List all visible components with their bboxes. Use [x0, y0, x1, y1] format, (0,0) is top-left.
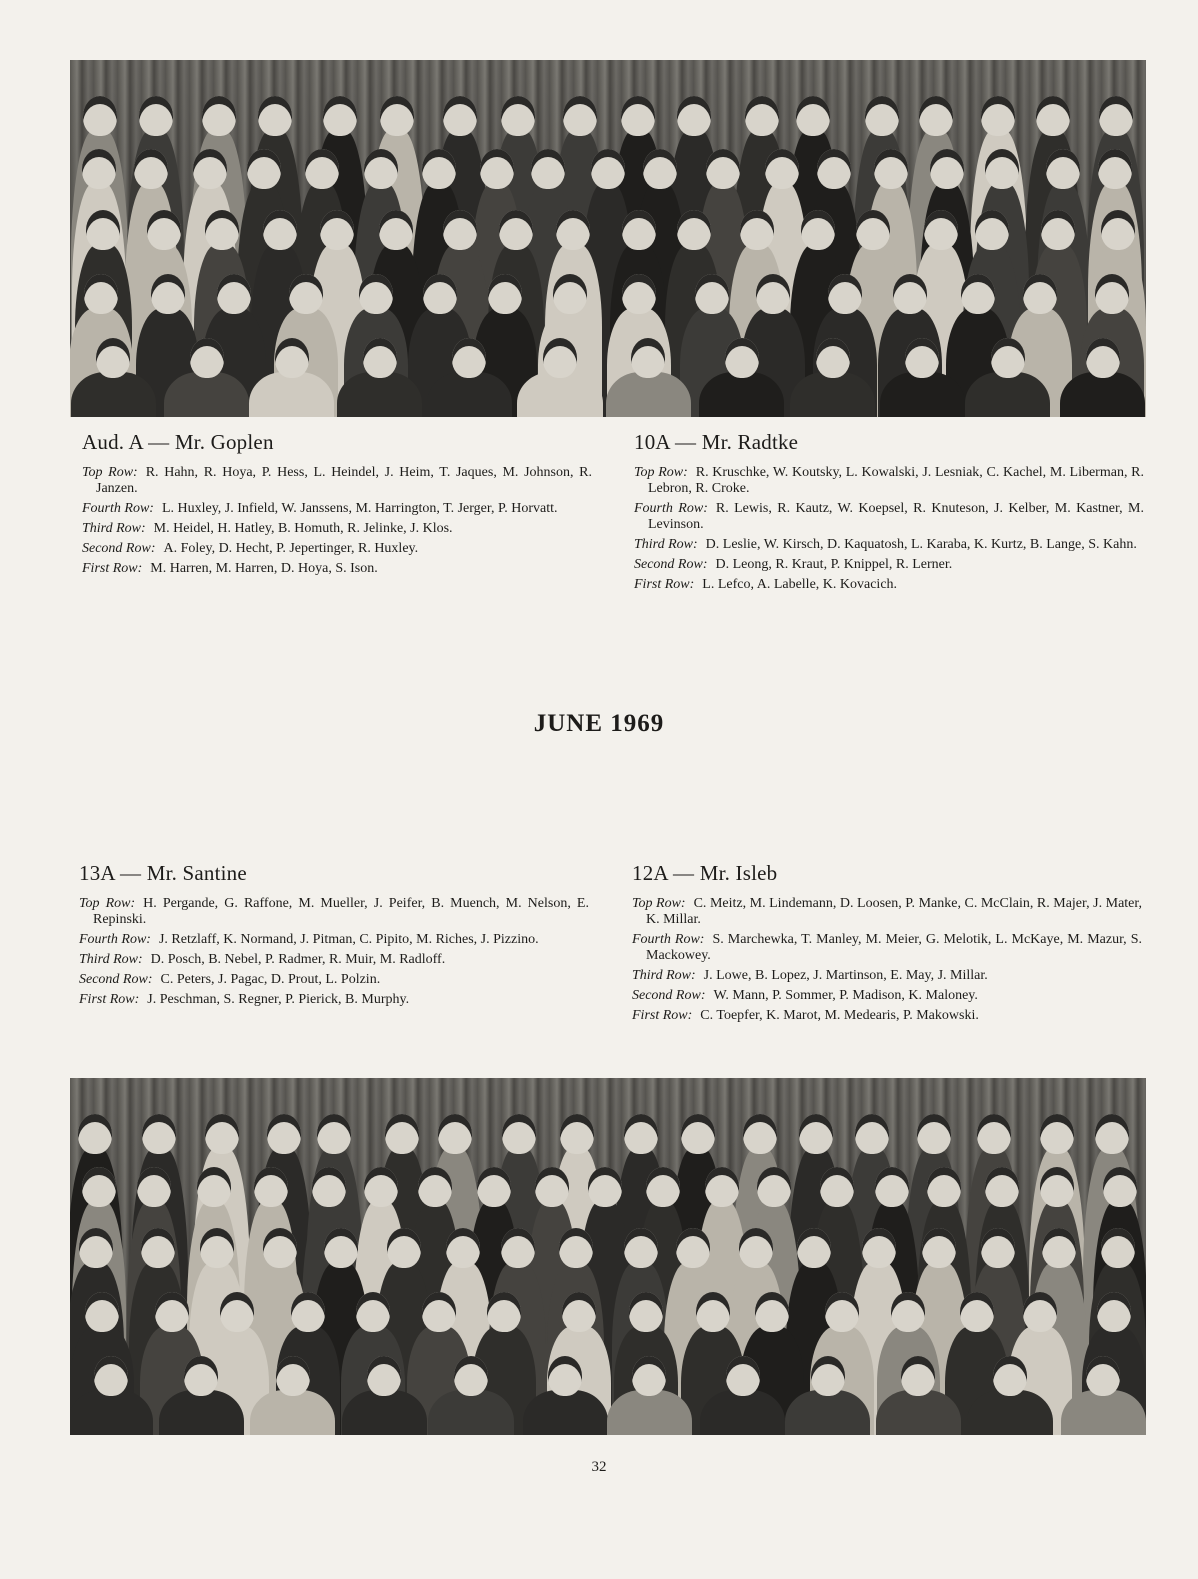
student-head — [588, 1167, 622, 1207]
student-head — [258, 96, 292, 136]
student-head — [927, 1167, 961, 1207]
student-silhouette — [965, 372, 1050, 417]
row-top — [79, 896, 589, 928]
row-names: C. Peters, J. Pagac, D. Prout, L. Polzin. — [160, 972, 381, 987]
row-second — [79, 972, 589, 988]
student-head — [977, 1114, 1011, 1154]
student-head — [677, 96, 711, 136]
student-silhouette — [1061, 1390, 1146, 1435]
row-label: Fourth Row: — [82, 501, 154, 516]
row-label: Top Row: — [82, 465, 138, 480]
student-head — [320, 210, 354, 250]
student-head — [631, 338, 665, 378]
student-head — [363, 338, 397, 378]
student-silhouette — [785, 1390, 870, 1435]
student-head — [796, 96, 830, 136]
student-head — [220, 1292, 254, 1332]
row-first — [79, 992, 589, 1008]
row-names: R. Hahn, R. Hoya, P. Hess, L. Heindel, J. Heim, T. Jaques, M. Johnson, R. Janzen. — [96, 465, 592, 496]
student-head — [817, 149, 851, 189]
photo-figures-bottom — [70, 1078, 1146, 1435]
caption-10a — [634, 429, 1144, 597]
row-fourth — [632, 932, 1142, 964]
student-head — [960, 1292, 994, 1332]
student-head — [142, 1114, 176, 1154]
row-names: J. Retzlaff, K. Normand, J. Pitman, C. Pipito, M. Riches, J. Pizzino. — [158, 932, 539, 947]
student-head — [387, 1228, 421, 1268]
student-head — [622, 210, 656, 250]
row-label: Top Row: — [632, 896, 686, 911]
row-label: Second Row: — [82, 541, 156, 556]
student-head — [563, 96, 597, 136]
student-head — [874, 149, 908, 189]
row-names: A. Foley, D. Hecht, P. Jepertinger, R. Huxley. — [163, 541, 419, 556]
row-first — [634, 577, 1144, 593]
student-head — [480, 149, 514, 189]
student-head — [981, 1228, 1015, 1268]
row-fourth — [634, 501, 1144, 533]
student-head — [1095, 1114, 1129, 1154]
student-head — [745, 96, 779, 136]
row-names: D. Leslie, W. Kirsch, D. Kaquatosh, L. Karaba, K. Kurtz, B. Lange, S. Kahn. — [705, 537, 1137, 552]
student-head — [556, 210, 590, 250]
student-head — [254, 1167, 288, 1207]
student-head — [151, 274, 185, 314]
student-head — [559, 1228, 593, 1268]
student-head — [681, 1114, 715, 1154]
row-names: M. Heidel, H. Hatley, B. Homuth, R. Jelinke, J. Klos. — [153, 521, 453, 536]
student-head — [501, 1228, 535, 1268]
student-head — [1086, 1356, 1120, 1396]
student-head — [418, 1167, 452, 1207]
student-head — [263, 1228, 297, 1268]
student-head — [324, 1228, 358, 1268]
student-head — [367, 1356, 401, 1396]
row-label: Third Row: — [634, 537, 698, 552]
row-label: Third Row: — [82, 521, 146, 536]
row-label: Fourth Row: — [632, 932, 705, 947]
row-names: W. Mann, P. Sommer, P. Madison, K. Maloney. — [713, 988, 978, 1003]
student-head — [184, 1356, 218, 1396]
student-head — [1095, 274, 1129, 314]
row-names: J. Lowe, B. Lopez, J. Martinson, E. May, J. Millar. — [703, 968, 988, 983]
page-number: 32 — [591, 1459, 607, 1475]
student-head — [726, 1356, 760, 1396]
class-photo-bottom — [70, 1078, 1146, 1435]
student-head — [820, 1167, 854, 1207]
student-head — [1097, 1292, 1131, 1332]
student-head — [811, 1356, 845, 1396]
student-head — [816, 338, 850, 378]
student-head — [643, 149, 677, 189]
student-head — [380, 96, 414, 136]
row-label: Second Row: — [79, 972, 153, 987]
student-head — [502, 1114, 536, 1154]
student-head — [677, 210, 711, 250]
student-head — [1098, 149, 1132, 189]
caption-rows — [79, 896, 589, 1008]
student-head — [743, 1114, 777, 1154]
student-head — [985, 1167, 1019, 1207]
student-head — [917, 1114, 951, 1154]
student-head — [323, 96, 357, 136]
student-silhouette — [880, 372, 965, 417]
caption-title: 12A — Mr. Isleb — [632, 861, 778, 885]
student-head — [765, 149, 799, 189]
student-head — [359, 274, 393, 314]
row-label: Fourth Row: — [634, 501, 708, 516]
student-head — [385, 1114, 419, 1154]
row-names: J. Peschman, S. Regner, P. Pierick, B. Murphy. — [147, 992, 410, 1007]
page-heading: JUNE 1969 — [533, 710, 665, 737]
student-head — [205, 1114, 239, 1154]
student-head — [706, 149, 740, 189]
student-head — [893, 274, 927, 314]
student-head — [676, 1228, 710, 1268]
student-head — [147, 210, 181, 250]
student-silhouette — [164, 372, 249, 417]
caption-title: 13A — Mr. Santine — [79, 861, 247, 885]
student-head — [757, 1167, 791, 1207]
row-names: R. Lewis, R. Kautz, W. Koepsel, R. Knuteson, J. Kelber, M. Kastner, M. Levinson. — [648, 501, 1144, 532]
caption-title: Aud. A — Mr. Goplen — [82, 430, 274, 454]
student-head — [856, 210, 890, 250]
student-silhouette — [427, 372, 512, 417]
student-head — [1023, 274, 1057, 314]
row-third — [82, 521, 592, 537]
row-label: Fourth Row: — [79, 932, 151, 947]
student-head — [422, 149, 456, 189]
caption-aud-a — [82, 429, 592, 581]
student-head — [1023, 1292, 1057, 1332]
student-head — [312, 1167, 346, 1207]
student-head — [423, 274, 457, 314]
row-label: First Row: — [82, 561, 143, 576]
student-head — [82, 149, 116, 189]
student-head — [443, 96, 477, 136]
student-silhouette — [250, 1390, 335, 1435]
student-head — [1101, 210, 1135, 250]
student-head — [1041, 210, 1075, 250]
student-head — [799, 1114, 833, 1154]
student-head — [317, 1114, 351, 1154]
student-head — [86, 210, 120, 250]
row-names: S. Marchewka, T. Manley, M. Meier, G. Melotik, L. McKaye, M. Mazur, S. Mackowey. — [646, 932, 1142, 963]
student-head — [1036, 96, 1070, 136]
row-top — [632, 896, 1142, 928]
student-silhouette — [517, 372, 602, 417]
row-label: Third Row: — [79, 952, 143, 967]
student-head — [139, 96, 173, 136]
student-silhouette — [967, 1390, 1052, 1435]
student-head — [1042, 1228, 1076, 1268]
row-second — [82, 541, 592, 557]
row-label: Top Row: — [79, 896, 136, 911]
student-head — [993, 1356, 1027, 1396]
student-head — [696, 1292, 730, 1332]
student-head — [82, 1167, 116, 1207]
student-head — [562, 1292, 596, 1332]
photo-figures-top — [70, 60, 1146, 417]
student-head — [975, 210, 1009, 250]
student-head — [535, 1167, 569, 1207]
row-top — [82, 465, 592, 497]
student-head — [446, 1228, 480, 1268]
student-head — [591, 149, 625, 189]
student-silhouette — [606, 372, 691, 417]
student-head — [422, 1292, 456, 1332]
student-head — [275, 338, 309, 378]
student-head — [825, 1292, 859, 1332]
student-head — [364, 149, 398, 189]
student-head — [1040, 1167, 1074, 1207]
student-head — [96, 338, 130, 378]
student-silhouette — [699, 372, 784, 417]
student-head — [548, 1356, 582, 1396]
student-head — [217, 274, 251, 314]
student-head — [197, 1167, 231, 1207]
student-head — [137, 1167, 171, 1207]
student-head — [646, 1167, 680, 1207]
class-photo-top — [70, 60, 1146, 417]
row-names: R. Kruschke, W. Koutsky, L. Kowalski, J. Lesniak, C. Kachel, M. Liberman, R. Lebron, R. Croke. — [648, 465, 1144, 496]
student-head — [247, 149, 281, 189]
student-head — [190, 338, 224, 378]
row-fourth — [82, 501, 592, 517]
student-head — [632, 1356, 666, 1396]
student-silhouette — [523, 1390, 608, 1435]
student-head — [443, 210, 477, 250]
row-names: L. Lefco, A. Labelle, K. Kovacich. — [702, 577, 898, 592]
row-label: Second Row: — [634, 557, 708, 572]
student-head — [629, 1292, 663, 1332]
student-silhouette — [876, 1390, 961, 1435]
student-head — [438, 1114, 472, 1154]
row-label: First Row: — [634, 577, 695, 592]
row-names: L. Huxley, J. Infield, W. Janssens, M. Harrington, T. Jerger, P. Horvatt. — [161, 501, 558, 516]
student-head — [725, 338, 759, 378]
student-head — [875, 1167, 909, 1207]
student-head — [289, 274, 323, 314]
student-silhouette — [428, 1390, 513, 1435]
row-label: Top Row: — [634, 465, 688, 480]
student-head — [267, 1114, 301, 1154]
student-head — [695, 274, 729, 314]
student-head — [797, 1228, 831, 1268]
row-names: C. Toepfer, K. Marot, M. Medearis, P. Makowski. — [700, 1008, 979, 1023]
row-label: Second Row: — [632, 988, 706, 1003]
student-head — [200, 1228, 234, 1268]
student-head — [454, 1356, 488, 1396]
caption-rows — [632, 896, 1142, 1024]
student-head — [756, 274, 790, 314]
student-head — [739, 1228, 773, 1268]
student-head — [141, 1228, 175, 1268]
student-head — [985, 149, 1019, 189]
row-fourth — [79, 932, 589, 948]
student-head — [922, 1228, 956, 1268]
student-head — [991, 338, 1025, 378]
student-head — [452, 338, 486, 378]
student-head — [205, 210, 239, 250]
student-head — [83, 96, 117, 136]
student-head — [291, 1292, 325, 1332]
student-head — [94, 1356, 128, 1396]
student-head — [924, 210, 958, 250]
student-head — [134, 149, 168, 189]
student-head — [891, 1292, 925, 1332]
student-head — [930, 149, 964, 189]
student-head — [1101, 1228, 1135, 1268]
student-head — [1086, 338, 1120, 378]
row-first — [82, 561, 592, 577]
student-head — [155, 1292, 189, 1332]
row-names: D. Leong, R. Kraut, P. Knippel, R. Lerner. — [715, 557, 953, 572]
caption-title: 10A — Mr. Radtke — [634, 430, 799, 454]
student-head — [553, 274, 587, 314]
student-head — [801, 210, 835, 250]
student-head — [1040, 1114, 1074, 1154]
student-head — [276, 1356, 310, 1396]
caption-rows — [82, 465, 592, 577]
row-names: D. Posch, B. Nebel, P. Radmer, R. Muir, M. Radloff. — [150, 952, 446, 967]
student-head — [84, 274, 118, 314]
student-head — [488, 274, 522, 314]
row-third — [79, 952, 589, 968]
student-head — [961, 274, 995, 314]
student-head — [865, 96, 899, 136]
student-head — [1046, 149, 1080, 189]
student-silhouette — [249, 372, 334, 417]
student-head — [85, 1292, 119, 1332]
student-head — [855, 1114, 889, 1154]
student-head — [487, 1292, 521, 1332]
student-head — [193, 149, 227, 189]
student-silhouette — [1060, 372, 1145, 417]
student-head — [905, 338, 939, 378]
row-label: First Row: — [632, 1008, 693, 1023]
row-names: C. Meitz, M. Lindemann, D. Loosen, P. Manke, C. McClain, R. Majer, J. Mater, K. Millar. — [646, 896, 1142, 927]
student-head — [740, 210, 774, 250]
student-head — [828, 274, 862, 314]
student-head — [499, 210, 533, 250]
student-head — [624, 1114, 658, 1154]
student-head — [919, 96, 953, 136]
student-head — [477, 1167, 511, 1207]
student-head — [621, 96, 655, 136]
row-third — [632, 968, 1142, 984]
student-head — [305, 149, 339, 189]
row-label: First Row: — [79, 992, 140, 1007]
student-head — [501, 96, 535, 136]
student-head — [755, 1292, 789, 1332]
student-silhouette — [790, 372, 875, 417]
student-head — [705, 1167, 739, 1207]
student-head — [379, 210, 413, 250]
caption-12a — [632, 860, 1142, 1028]
student-silhouette — [71, 372, 156, 417]
row-top — [634, 465, 1144, 497]
student-head — [531, 149, 565, 189]
student-head — [622, 274, 656, 314]
row-names: H. Pergande, G. Raffone, M. Mueller, J. Peifer, B. Muench, M. Nelson, E. Repinski. — [93, 896, 589, 927]
student-head — [981, 96, 1015, 136]
student-head — [624, 1228, 658, 1268]
student-silhouette — [159, 1390, 244, 1435]
row-names: M. Harren, M. Harren, D. Hoya, S. Ison. — [150, 561, 378, 576]
student-head — [901, 1356, 935, 1396]
student-silhouette — [700, 1390, 785, 1435]
student-silhouette — [607, 1390, 692, 1435]
student-head — [862, 1228, 896, 1268]
student-head — [263, 210, 297, 250]
student-head — [543, 338, 577, 378]
row-second — [632, 988, 1142, 1004]
row-second — [634, 557, 1144, 573]
student-silhouette — [337, 372, 422, 417]
row-label: Third Row: — [632, 968, 696, 983]
student-head — [356, 1292, 390, 1332]
student-head — [364, 1167, 398, 1207]
student-silhouette — [342, 1390, 427, 1435]
row-first — [632, 1008, 1142, 1024]
caption-13a — [79, 860, 589, 1012]
student-head — [79, 1228, 113, 1268]
student-head — [1103, 1167, 1137, 1207]
student-head — [78, 1114, 112, 1154]
student-head — [1099, 96, 1133, 136]
student-silhouette — [70, 1390, 153, 1435]
student-head — [560, 1114, 594, 1154]
caption-rows — [634, 465, 1144, 593]
row-third — [634, 537, 1144, 553]
student-head — [202, 96, 236, 136]
